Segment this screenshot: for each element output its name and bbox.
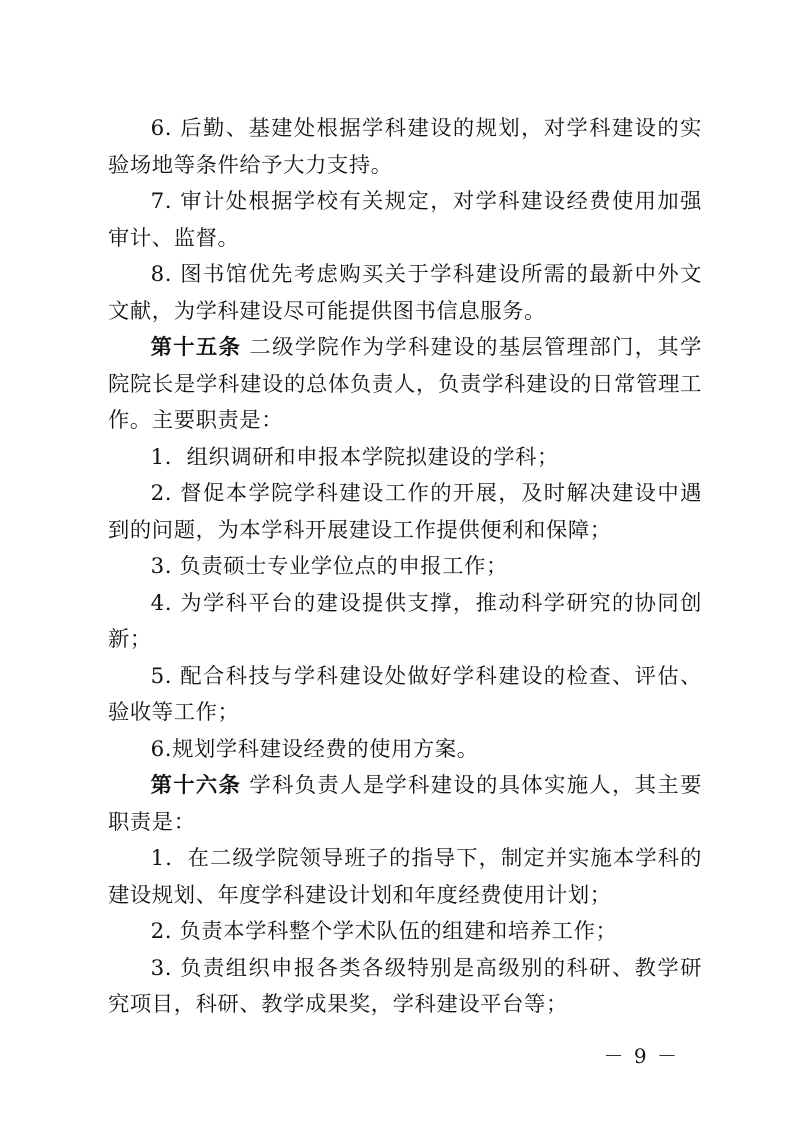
paragraph-text: 1．在二级学院领导班子的指导下，制定并实施本学科的建设规划、年度学科建设计划和年度经费使用计划； — [108, 846, 702, 908]
list-item — [108, 951, 702, 1024]
paragraph-text: 3. 负责组织申报各类各级特别是高级别的科研、教学研究项目，科研、教学成果奖，学科建设平台等； — [108, 955, 702, 1017]
paragraph-audit — [108, 184, 702, 257]
article-15 — [108, 330, 702, 440]
list-item — [108, 586, 702, 659]
paragraph-text: 1．组织调研和申报本学院拟建设的学科； — [150, 444, 559, 470]
list-item — [108, 732, 702, 769]
list-item — [108, 476, 702, 549]
paragraph-text: 8. 图书馆优先考虑购买关于学科建设所需的最新中外文文献，为学科建设尽可能提供图书信息服务。 — [108, 262, 702, 324]
paragraph-text: 2. 督促本学院学科建设工作的开展，及时解决建设中遇到的问题，为本学科开展建设工作提供便利和保障； — [108, 481, 702, 543]
paragraph-text: 2. 负责本学科整个学术队伍的组建和培养工作； — [150, 919, 618, 944]
paragraph-text: 4. 为学科平台的建设提供支撑，推动科学研究的协同创新； — [108, 590, 702, 652]
paragraph-text: 6.规划学科建设经费的使用方案。 — [150, 736, 479, 762]
article-16 — [108, 768, 702, 841]
list-item — [108, 659, 702, 732]
list-item — [108, 549, 702, 586]
list-item — [108, 841, 702, 914]
paragraph-library — [108, 257, 702, 330]
paragraph-text: 5. 配合科技与学科建设处做好学科建设的检查、评估、验收等工作； — [108, 663, 702, 725]
list-item — [108, 914, 702, 951]
paragraph-logistics — [108, 111, 702, 184]
article-heading: 第十六条 — [150, 773, 242, 798]
document-body — [108, 111, 702, 1024]
list-item — [108, 440, 702, 477]
paragraph-text: 二级学院作为学科建设的基层管理部门，其学院院长是学科建设的总体负责人，负责学科建设的日常管理工作。主要职责是： — [108, 335, 702, 433]
paragraph-text: 学科负责人是学科建设的具体实施人，其主要职责是： — [108, 773, 702, 835]
article-heading: 第十五条 — [150, 335, 242, 360]
paragraph-text: 6. 后勤、基建处根据学科建设的规划，对学科建设的实验场地等条件给予大力支持。 — [108, 116, 702, 178]
paragraph-text: 3. 负责硕士专业学位点的申报工作； — [150, 554, 508, 579]
page-number: － 9 － — [603, 1044, 679, 1068]
paragraph-text: 7. 审计处根据学校有关规定，对学科建设经费使用加强审计、监督。 — [108, 189, 702, 251]
